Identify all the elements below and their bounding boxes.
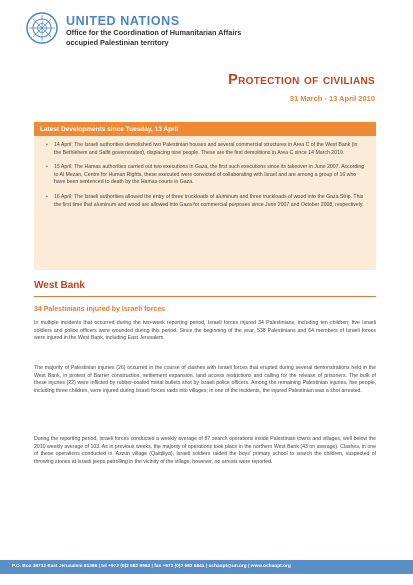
office-name: Office for the Coordination of Humanitarian Affairs: [66, 28, 242, 37]
latest-developments-heading: Latest Developments since Tuesday, 13 April: [34, 122, 376, 136]
date-range: 31 March - 13 April 2010: [289, 94, 375, 103]
org-block: [66, 14, 241, 48]
body-paragraph: During the reporting period, Israeli forces conducted a weekly average of 87 search operations inside Palestinian towns and villages, well below the 2010 weekly average of 103. As in previous weeks, the majority of operations took place in the northern West Bank (43 on average). Clashes, in one of these operations conducted in 'Azzun village (Qalqiliya), Israeli soldiers raided the boys' primary school to search the children, suspected of throwing stones at Israeli jeeps patrolling in the vicinity of the village; however, no arrests were reported.: [34, 436, 376, 465]
body-paragraph: In multiple incidents that occurred during the two-week reporting period, Israeli forces injured 34 Palestinians, including ten children; five Israeli soldiers and police officers were wounded during this period. Since the beginning of the year, 538 Palestinians and 64 members of Israeli forces were injured in the West Bank, including East Jerusalem.: [34, 320, 376, 341]
document-header: [26, 12, 396, 72]
section-title: West Bank: [34, 280, 85, 291]
list-item: • 14 April: The Israeli authorities demolished two Palestinian houses and several commercial structures in Area C of the West Bank (in the Bethlehem and Salfit governorates), displacing nine people. These are the first demolitions in Area C since 14 March 2010.: [46, 142, 366, 157]
list-item: • 16 April: The Israeli authorities allowed the entry of three truckloads of aluminum and three truckloads of wood into the Gaza Strip. This the first time that aluminum and wood are allowed into Gaza for commercial purposes since June 2007 and October 2008, respectively.: [46, 194, 366, 209]
org-name: UNITED NATIONS: [66, 14, 180, 28]
document-footer: P.O. Box 38712 East Jerusalem 91386 | tel +972 (0)2 582 9962 | fax +972 (0)2 582 5841 | ochaopt@un.org | www.ochaopt.org: [0, 560, 413, 574]
body-paragraph: The majority of Palestinian injuries (26) occurred in the course of clashes with Israeli forces that erupted during several demonstrations held in the West Bank, in protest of Barrier construction, settlement expansion, land access restrictions and calling for the release of prisoners. The bulk of these injuries (22) were inflicted by rubber-coated metal bullets shot by Israeli police officers. Among the remaining Palestinian injuries, five people, including three children, were injured during Israeli forces raids into villages; in one of the incidents, the injured Palestinian was a shot arrested.: [34, 365, 376, 394]
page-title: Protection of civilians: [228, 72, 375, 88]
list-item: • 15 April: The Hamas authorities carried out two executions in Gaza, the first such executions since its takeover in June 2007. According to Al Mezan, Centre for Human Rights, these executed were convicted of collaborating with Israel and are among a group of 16 who have been sentenced to death by the Hamas courts in Gaza.: [46, 164, 366, 187]
section-subtitle: 34 Palestinians injured by Israeli forces: [34, 306, 166, 313]
un-emblem-icon: [26, 12, 58, 44]
territory-name: occupied Palestinian territory: [66, 38, 169, 47]
section-divider: [34, 296, 376, 297]
latest-developments-list: [34, 136, 376, 209]
latest-developments-box: [34, 122, 376, 270]
